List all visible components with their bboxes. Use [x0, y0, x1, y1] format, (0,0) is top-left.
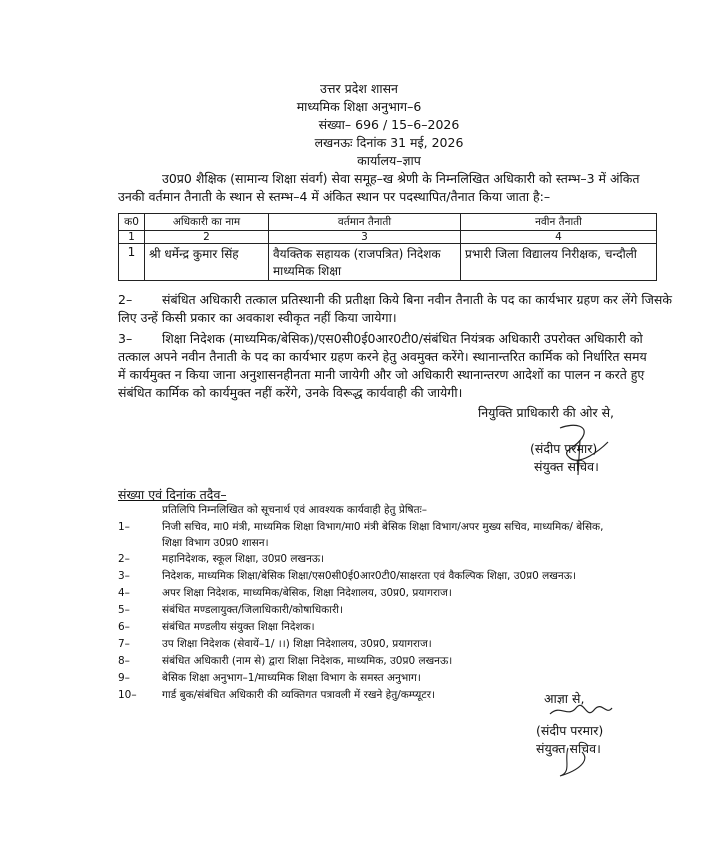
list-item-cont: शिक्षा विभाग उ0प्र0 शासन।: [162, 537, 269, 549]
list-item-num: 3–: [118, 570, 130, 582]
para3-line-1: शिक्षा निदेशक (माध्यमिक/बेसिक)/एस0सी0ई0आर0टी0/संबंधित नियंत्रक अधिकारी उपरोक्त अधिकारी को: [162, 331, 643, 346]
list-item: निजी सचिव, मा0 मंत्री, माध्यमिक शिक्षा विभाग/मा0 मंत्री बेसिक शिक्षा विभाग/अपर मुख्य सचिव, माध्यमिक/ बेसिक,: [162, 521, 604, 533]
signoff2-designation: संयुक्त सचिव।: [536, 741, 601, 756]
list-item-num: 10–: [118, 689, 137, 701]
para3-line-2: तत्काल अपने नवीन तैनाती के पद का कार्यभार ग्रहण करने हेतु अवमुक्त करेंगे। स्थानान्तरित कार्मिक को निर्धारित समय: [118, 349, 647, 364]
list-item: संबंधित अधिकारी (नाम से) द्वारा शिक्षा निदेशक, माध्यमिक, उ0प्र0 लखनऊ।: [162, 655, 453, 667]
section-name: माध्यमिक शिक्षा अनुभाग–6: [296, 99, 422, 114]
office-order-title: कार्यालय–ज्ञाप: [357, 153, 421, 168]
table-colnum-4: 4: [461, 231, 657, 244]
para3-number: 3–: [118, 331, 133, 346]
para2-line-1: संबंधित अधिकारी तत्काल प्रतिस्थानी की प्रतीक्षा किये बिना नवीन तैनाती के पद का कार्यभार ग्रहण कर लेंगे जिसके: [162, 292, 672, 307]
intro-line-2: उनकी वर्तमान तैनाती के स्थान से स्तम्भ–4 में अंकित स्थान पर पदस्थापित/तैनात किया जाता है:–: [118, 189, 551, 204]
table-colnum-1: 1: [119, 231, 145, 244]
list-item-num: 8–: [118, 655, 130, 667]
government-title: उत्तर प्रदेश शासन: [320, 81, 398, 96]
list-item-num: 7–: [118, 638, 130, 650]
table-colnum-3: 3: [269, 231, 461, 244]
para3-line-4: संबंधित कार्मिक को कार्यमुक्त नहीं करेंगे, उनके विरूद्ध कार्यवाही की जायेगी।: [118, 385, 463, 400]
table-header-serial: क0: [119, 214, 145, 231]
transfer-table: [118, 213, 657, 281]
table-header-new: नवीन तैनाती: [461, 214, 657, 231]
list-item: महानिदेशक, स्कूल शिक्षा, उ0प्र0 लखनऊ।: [162, 553, 325, 565]
row-serial: 1: [119, 244, 145, 281]
list-item: संबंधित मण्डलीय संयुक्त शिक्षा निदेशक।: [162, 621, 315, 633]
list-item-num: 4–: [118, 587, 130, 599]
distribution-heading: संख्या एवं दिनांक तदैव–: [118, 487, 227, 502]
signoff1-designation: संयुक्त सचिव।: [534, 459, 599, 474]
para2-line-2: लिए उन्हें किसी प्रकार का अवकाश स्वीकृत नहीं किया जायेगा।: [118, 310, 397, 325]
row-current-line-2: माध्यमिक शिक्षा: [273, 264, 342, 278]
list-item-num: 6–: [118, 621, 130, 633]
list-item: निदेशक, माध्यमिक शिक्षा/बेसिक शिक्षा/एस0सी0ई0आर0टी0/साक्षरता एवं वैकल्पिक शिक्षा, उ0प्र0 लखनऊ।: [162, 570, 576, 582]
table-row: [119, 244, 657, 281]
table-colnum-2: 2: [145, 231, 269, 244]
list-item-num: 9–: [118, 672, 130, 684]
list-item-num: 1–: [118, 521, 130, 533]
para2-number: 2–: [118, 292, 133, 307]
row-current-line-1: वैयक्तिक सहायक (राजपत्रित) निदेशक: [273, 247, 441, 261]
row-current-posting: [269, 244, 461, 281]
list-item: अपर शिक्षा निदेशक, माध्यमिक/बेसिक, शिक्षा निदेशालय, उ0प्र0, प्रयागराज।: [162, 587, 452, 599]
table-header-name: अधिकारी का नाम: [145, 214, 269, 231]
list-item-num: 2–: [118, 553, 130, 565]
place-date: लखनऊः दिनांक 31 मई, 2026: [314, 135, 464, 150]
table-header-current: वर्तमान तैनाती: [269, 214, 461, 231]
distribution-intro: प्रतिलिपि निम्नलिखित को सूचनार्थ एवं आवश्यक कार्यवाही हेतु प्रेषितः–: [162, 504, 427, 516]
order-number: संख्या– 696 / 15–6–2026: [318, 117, 460, 132]
list-item: संबंधित मण्डलायुक्त/जिलाधिकारी/कोषाधिकारी।: [162, 604, 343, 616]
list-item: गार्ड बुक/संबंधित अधिकारी की व्यक्तिगत पत्रावली में रखने हेतु/कम्प्यूटर।: [162, 689, 435, 701]
intro-line-1: उ0प्र0 शैक्षिक (सामान्य शिक्षा संवर्ग) सेवा समूह–ख श्रेणी के निम्नलिखित अधिकारी को स्तम्भ–3 में अंकित: [162, 171, 640, 186]
list-item: उप शिक्षा निदेशक (सेवायें–1/ ।।) शिक्षा निदेशालय, उ0प्र0, प्रयागराज।: [162, 638, 432, 650]
signoff1-name: (संदीप परमार): [530, 441, 598, 456]
row-new-posting: प्रभारी जिला विद्यालय निरीक्षक, चन्दौली: [461, 244, 657, 281]
row-officer-name: श्री धर्मेन्द्र कुमार सिंह: [145, 244, 269, 281]
signoff2-by-order: आज्ञा से,: [544, 691, 585, 706]
list-item-num: 5–: [118, 604, 130, 616]
signoff2-name: (संदीप परमार): [536, 723, 604, 738]
signoff1-by-order: नियुक्ति प्राधिकारी की ओर से,: [478, 405, 615, 420]
list-item: बेसिक शिक्षा अनुभाग–1/माध्यमिक शिक्षा विभाग के समस्त अनुभाग।: [162, 672, 421, 684]
para3-line-3: में कार्यमुक्त न किया जाना अनुशासनहीनता मानी जायेगी और जो अधिकारी स्थानान्तरण आदेशों का पालन न करते हुए: [118, 367, 645, 382]
